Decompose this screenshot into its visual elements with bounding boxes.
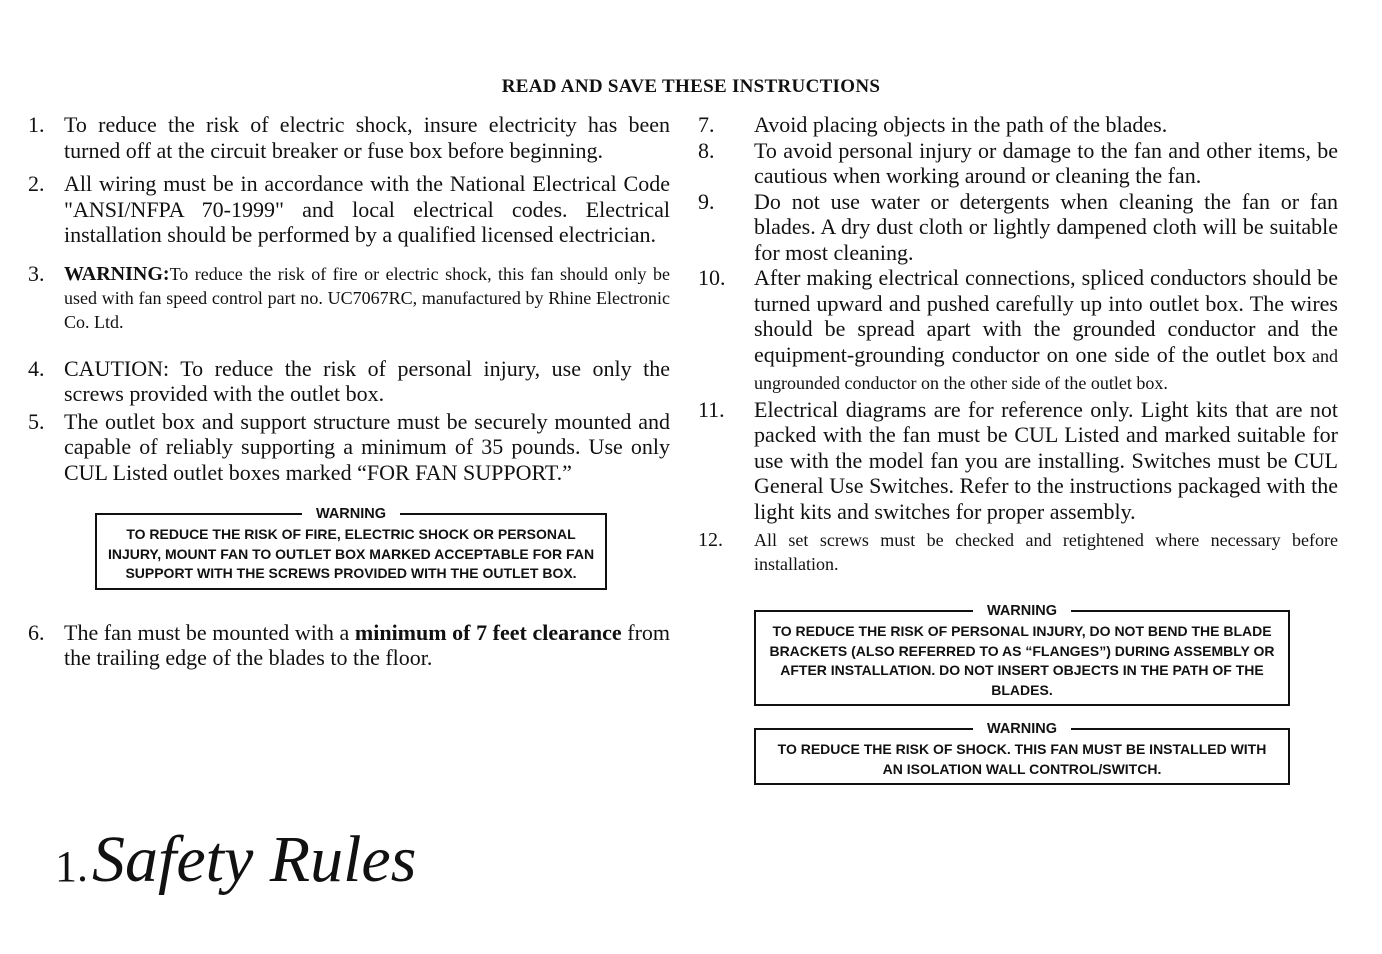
page-title-text: Safety Rules: [92, 823, 417, 896]
warning-label: WARNING:: [64, 262, 170, 285]
warning-title: WARNING: [302, 506, 400, 522]
list-item: [698, 265, 1338, 397]
page-title: [55, 822, 416, 898]
list-item: [698, 189, 1338, 266]
warning-title-wrap: [756, 719, 1288, 740]
item-number: 5.: [28, 408, 45, 434]
item-number: 10.: [698, 265, 726, 290]
warning-title-wrap: [97, 504, 605, 525]
item-text-wrap: [64, 262, 670, 334]
item-number: 3.: [28, 260, 45, 286]
item-text-wrap: [64, 620, 670, 671]
page-title-number: 1.: [55, 842, 88, 891]
list-item: [28, 171, 670, 248]
list-item: [698, 112, 1338, 138]
warning-text: TO REDUCE THE RISK OF FIRE, ELECTRIC SHOCK OR PERSONAL INJURY, MOUNT FAN TO OUTLET BOX MARKED ACCEPTABLE FOR FAN SUPPORT WITH THE SCREWS PROVIDED WITH THE OUTLET BOX.: [107, 526, 595, 581]
item-text: CAUTION: To reduce the risk of personal injury, use only the screws provided with the outlet box.: [64, 355, 670, 406]
item-text-wrap: [754, 265, 1338, 397]
list-item: [28, 409, 670, 486]
warning-text: TO REDUCE THE RISK OF PERSONAL INJURY, DO NOT BEND THE BLADE BRACKETS (ALSO REFERRED TO AS “FLANGES”) DURING ASSEMBLY OR AFTER INSTALLATION. DO NOT INSERT OBJECTS IN THE PATH OF THE BLADES.: [769, 623, 1275, 698]
item-text: All set screws must be checked and retightened where necessary before installation.: [754, 530, 1338, 574]
item-text: Avoid placing objects in the path of the blades.: [754, 112, 1168, 137]
item-number: 8.: [698, 137, 715, 163]
warning-title: WARNING: [973, 721, 1071, 737]
warning-box-blades: [754, 603, 1290, 706]
list-item: [28, 112, 670, 163]
item-text: Electrical diagrams are for reference only. Light kits that are not packed with the fan must be CUL Listed and marked suitable for use with the model fan you are installing. Switches must be CUL General Use Switches. Refer to the instructions packaged with the light kits and switches for proper assembly.: [754, 396, 1338, 524]
warning-title: WARNING: [973, 603, 1071, 619]
list-item: [698, 138, 1338, 189]
warning-box-outlet: [95, 506, 607, 590]
warning-title-wrap: [756, 601, 1288, 622]
item-text: The outlet box and support structure must be securely mounted and capable of reliably supporting a minimum of 35 pounds. Use only CUL Listed outlet boxes marked “FOR FAN SUPPORT.”: [64, 408, 670, 485]
item-number: 2.: [28, 171, 45, 196]
item-number: 6.: [28, 619, 45, 645]
list-item: [28, 262, 670, 334]
item-number: 12.: [698, 529, 723, 551]
item-text-small: and ungrounded conductor on the other side of the outlet box.: [754, 345, 1338, 393]
item-number: 11.: [698, 396, 725, 422]
warning-text: TO REDUCE THE RISK OF SHOCK. THIS FAN MUST BE INSTALLED WITH AN ISOLATION WALL CONTROL/SWITCH.: [777, 741, 1267, 777]
list-item: [28, 356, 670, 407]
item-text: To reduce the risk of fire or electric shock, this fan should only be used with fan speed control part no. UC7067RC, manufactured by Rhine Electronic Co. Ltd.: [64, 263, 670, 332]
item-text: Do not use water or detergents when cleaning the fan or fan blades. A dry dust cloth or lightly dampened cloth will be suitable for most cleaning.: [754, 188, 1338, 265]
item-text: To reduce the risk of electric shock, insure electricity has been turned off at the circuit breaker or fuse box before beginning.: [64, 112, 670, 163]
item-text: To avoid personal injury or damage to the fan and other items, be cautious when working around or cleaning the fan.: [754, 137, 1338, 188]
item-text: The fan must be mounted with a: [64, 619, 355, 645]
item-number: 9.: [698, 188, 715, 214]
item-number: 7.: [698, 112, 715, 137]
left-column: [28, 112, 670, 671]
warning-box-isolation: [754, 721, 1290, 785]
right-column: [698, 112, 1338, 785]
item-text-bold: minimum of 7 feet clearance: [354, 619, 622, 645]
list-item: [698, 528, 1338, 576]
item-text: All wiring must be in accordance with the National Electrical Code "ANSI/NFPA 70-1999" and local electrical codes. Electrical installation should be performed by a qualified licensed electrician.: [64, 171, 670, 247]
list-item: [698, 397, 1338, 525]
item-number: 4.: [28, 355, 45, 381]
list-item: [28, 620, 670, 671]
item-text: from the trailing edge of the blades to the floor.: [64, 619, 671, 670]
page-header: READ AND SAVE THESE INSTRUCTIONS: [501, 76, 881, 97]
item-text: After making electrical connections, spliced conductors should be turned upward and pushed carefully up into outlet box. The wires should be spread apart with the grounded conductor and the equipment-grounding conductor on one side of the outlet box: [754, 265, 1338, 367]
item-number: 1.: [28, 112, 45, 137]
